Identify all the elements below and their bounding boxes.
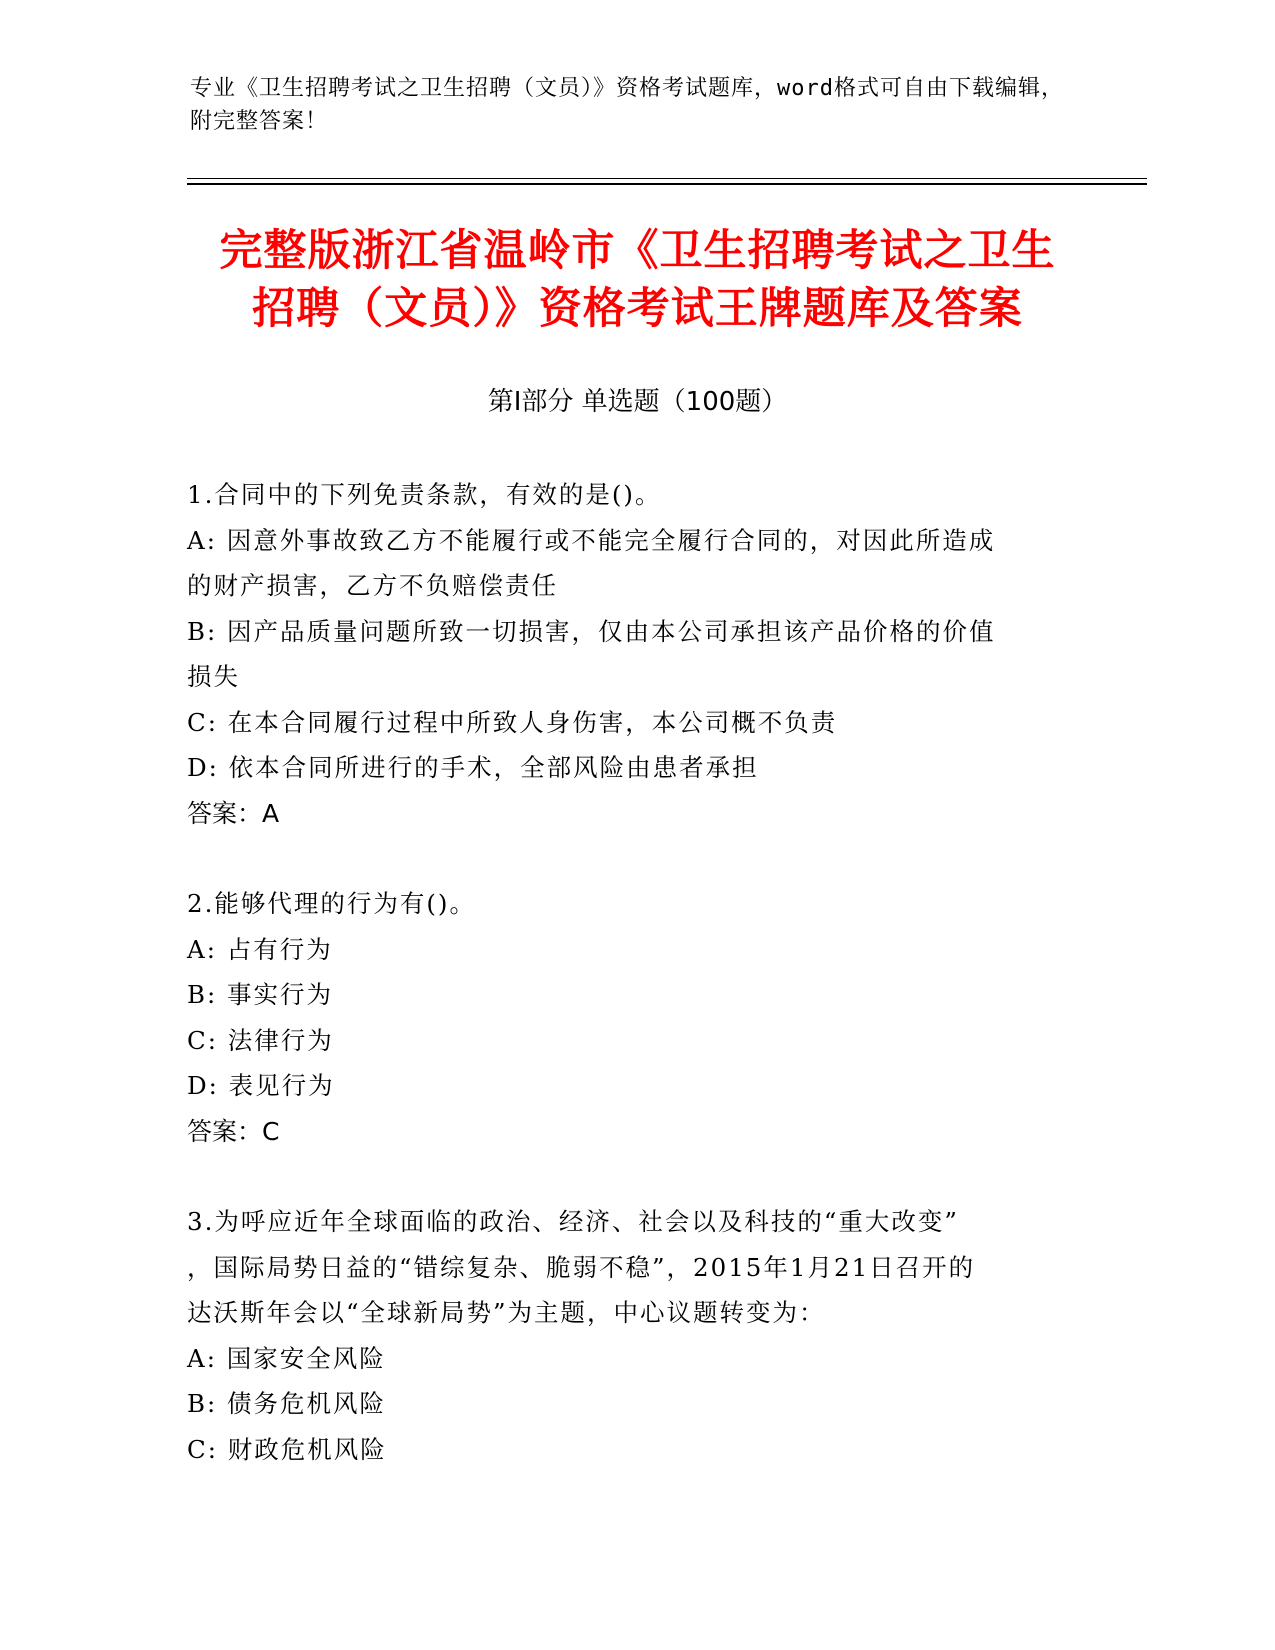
header-rule-thin <box>187 178 1147 179</box>
question-list <box>187 472 1087 1472</box>
question-3-option-b: B: 债务危机风险 <box>187 1389 387 1418</box>
question-2-option-b: B: 事实行为 <box>187 980 334 1009</box>
question-3 <box>187 1199 1087 1472</box>
question-2-answer: 答案：C <box>187 1116 280 1146</box>
question-1 <box>187 472 1087 836</box>
question-3-option-a: A: 国家安全风险 <box>187 1343 386 1373</box>
question-3-option-c: C: 财政危机风险 <box>187 1434 387 1464</box>
document-title-line-2: 招聘（文员）》资格考试王牌题库及答案 <box>252 284 1023 334</box>
header-rule-thick <box>187 183 1147 185</box>
question-1-stem: 1.合同中的下列免责条款，有效的是()。 <box>187 480 662 509</box>
question-1-option-c: C: 在本合同履行过程中所致人身伤害，本公司概不负责 <box>187 707 838 737</box>
document-title-line-1: 完整版浙江省温岭市《卫生招聘考试之卫生 <box>219 226 1056 276</box>
section-heading: 第Ⅰ部分 单选题（100题） <box>487 387 788 417</box>
question-3-stem-line-2: ，国际局势日益的“错综复杂、脆弱不稳”，2015年1月21日召开的 <box>187 1252 976 1282</box>
question-2-stem: 2.能够代理的行为有()。 <box>187 889 476 918</box>
question-1-answer: 答案：A <box>187 798 280 828</box>
question-1-option-b-line-1: B: 因产品质量问题所致一切损害，仅由本公司承担该产品价格的价值 <box>187 616 996 646</box>
question-2-option-c: C: 法律行为 <box>187 1025 334 1055</box>
question-2-option-d: D: 表见行为 <box>187 1071 335 1100</box>
document-title <box>160 222 1115 338</box>
question-1-option-a-line-1: A: 因意外事故致乙方不能履行或不能完全履行合同的，对因此所造成 <box>187 525 996 555</box>
spacer <box>187 836 1087 881</box>
question-3-stem-line-1: 3.为呼应近年全球面临的政治、经济、社会以及科技的“重大改变” <box>187 1207 959 1236</box>
question-1-option-d: D: 依本合同所进行的手术，全部风险由患者承担 <box>187 753 759 782</box>
question-3-stem-line-3: 达沃斯年会以“全球新局势”为主题，中心议题转变为： <box>187 1298 826 1327</box>
question-2-option-a: A: 占有行为 <box>187 934 333 964</box>
question-2 <box>187 881 1087 1154</box>
header-note: 专业《卫生招聘考试之卫生招聘（文员）》资格考试题库，word格式可自由下载编辑，附完整答案！ <box>190 76 1064 134</box>
question-1-option-a-line-2: 的财产损害，乙方不负赔偿责任 <box>187 571 558 600</box>
spacer <box>187 1154 1087 1199</box>
question-1-option-b-line-2: 损失 <box>187 662 240 691</box>
